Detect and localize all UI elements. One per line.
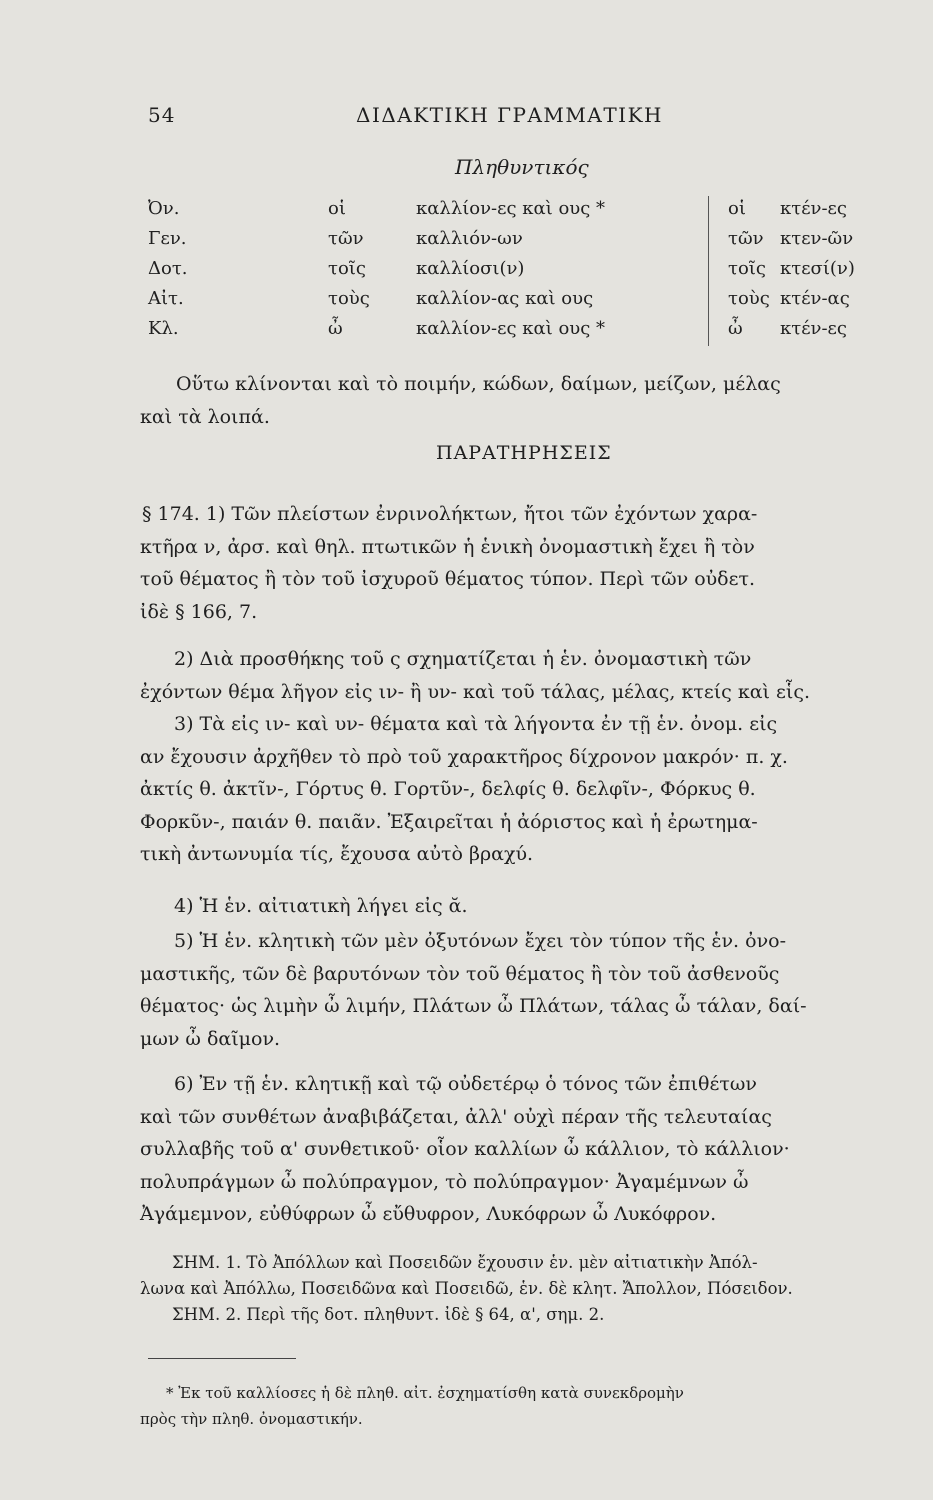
case-label: Ὀν.: [148, 198, 180, 219]
text-line: μων ὦ δαῖμον.: [140, 1027, 281, 1050]
paragraph-2: [140, 643, 810, 708]
note-line: ΣΗΜ. 1. Τὸ Ἀπόλλων καὶ Ποσειδῶν ἔχουσιν ἑν. μὲν αἰτιατικὴν Ἀπόλ-: [172, 1253, 758, 1272]
article-2: ὦ: [728, 318, 743, 339]
notes-block: [140, 1250, 793, 1328]
page-number: 54: [148, 103, 176, 127]
form-2: κτέν-ες: [780, 318, 847, 339]
article-2: τοῖς: [728, 258, 766, 279]
text-line: τοῦ θέματος ἢ τὸν τοῦ ἰσχυροῦ θέματος τύπον. Περὶ τῶν οὐδετ.: [140, 568, 756, 590]
text-line: ἰδὲ § 166, 7.: [140, 600, 258, 623]
paragraph-174-1: [140, 498, 757, 628]
article-2: τοὺς: [728, 288, 770, 309]
text-line: μαστικῆς, τῶν δὲ βαρυτόνων τὸν τοῦ θέματος ἢ τὸν τοῦ ἀσθενοῦς: [140, 962, 780, 985]
case-label: Δοτ.: [148, 258, 188, 279]
article: οἱ: [328, 198, 346, 219]
text-line: ἐχόντων θέμα λῆγον εἰς ιν- ἢ υν- καὶ τοῦ τάλας, μέλας, κτείς καὶ εἷς.: [140, 680, 811, 703]
text-line: αν ἔχουσιν ἀρχῆθεν τὸ πρὸ τοῦ χαρακτῆρος δίχρονον μακρόν· π. χ.: [140, 745, 788, 768]
case-label: Αἰτ.: [148, 288, 184, 309]
paragraph-3: [140, 708, 788, 871]
text-line: ἀκτίς θ. ἀκτῖν-, Γόρτυς θ. Γορτῦν-, δελφίς θ. δελφῖν-, Φόρκυς θ.: [140, 778, 756, 800]
form-2: κτεσί(ν): [780, 258, 855, 279]
text-line: πολυπράγμων ὦ πολύπραγμον, τὸ πολύπραγμον· Ἀγαμέμνων ὦ: [140, 1170, 749, 1193]
text-line: 3) Τὰ εἰς ιν- καὶ υν- θέματα καὶ τὰ λήγοντα ἐν τῇ ἑν. ὀνομ. εἰς: [174, 713, 778, 735]
article-2: τῶν: [728, 228, 764, 249]
text-line: § 174. 1) Τῶν πλείστων ἐνρινολήκτων, ἤτοι τῶν ἐχόντων χαρα-: [142, 503, 758, 525]
case-label: Γεν.: [148, 228, 187, 249]
footnote: [140, 1380, 684, 1432]
text-line: 4) Ἡ ἑν. αἰτιατικὴ λήγει εἰς ᾰ.: [174, 895, 468, 917]
text-line: Φορκῦν-, παιάν θ. παιᾶν. Ἐξαιρεῖται ἡ ἀόριστος καὶ ἡ ἐρωτημα-: [140, 810, 758, 833]
text-line: Οὕτω κλίνονται καὶ τὸ ποιμήν, κώδων, δαίμων, μείζων, μέλας: [176, 373, 781, 395]
case-label: Κλ.: [148, 318, 179, 339]
article: ὦ: [328, 318, 343, 339]
form: καλλίον-ας καὶ ους: [416, 288, 594, 309]
footnote-line: πρὸς τὴν πληθ. ὀνομαστικήν.: [140, 1410, 363, 1428]
text-line: καὶ τὰ λοιπά.: [140, 405, 270, 428]
section-heading: ΠΑΡΑΤΗΡΗΣΕΙΣ: [436, 442, 612, 464]
text-line: 6) Ἐν τῇ ἑν. κλητικῇ καὶ τῷ οὐδετέρῳ ὁ τόνος τῶν ἐπιθέτων: [174, 1073, 757, 1095]
form-2: κτεν-ῶν: [780, 228, 854, 249]
text-line: καὶ τῶν συνθέτων ἀναβιβάζεται, ἀλλ' οὐχὶ πέραν τῆς τελευταίας: [140, 1105, 772, 1128]
note-line: λωνα καὶ Ἀπόλλω, Ποσειδῶνα καὶ Ποσειδῶ, ἑν. δὲ κλητ. Ἄπολλον, Πόσειδον.: [140, 1279, 793, 1298]
text-line: 2) Διὰ προσθήκης τοῦ ς σχηματίζεται ἡ ἑν. ὀνομαστικὴ τῶν: [174, 648, 752, 670]
article: τοῖς: [328, 258, 366, 279]
form: καλλίον-ες καὶ ους *: [416, 198, 606, 219]
text-line: κτῆρα ν, ἀρσ. καὶ θηλ. πτωτικῶν ἡ ἑνικὴ ὀνομαστικὴ ἔχει ἢ τὸν: [140, 535, 755, 558]
text-line: Ἀγάμεμνον, εὐθύφρων ὦ εὔθυφρον, Λυκόφρων ὦ Λυκόφρον.: [140, 1203, 717, 1225]
intro-paragraph: [140, 368, 781, 433]
article-2: οἱ: [728, 198, 746, 219]
form: καλλίοσι(ν): [416, 258, 525, 279]
paragraph-5: [140, 925, 807, 1055]
paragraph-4: [140, 890, 468, 923]
form-2: κτέν-ες: [780, 198, 847, 219]
note-line: ΣΗΜ. 2. Περὶ τῆς δοτ. πληθυντ. ἰδὲ § 64, α', σημ. 2.: [172, 1305, 605, 1324]
text-line: θέματος· ὡς λιμὴν ὦ λιμήν, Πλάτων ὦ Πλάτων, τάλας ὦ τάλαν, δαί-: [140, 995, 807, 1017]
footnote-line: * Ἐκ τοῦ καλλίοσες ἡ δὲ πληθ. αἰτ. ἐσχηματίσθη κατὰ συνεκδρομὴν: [166, 1384, 684, 1402]
plural-heading: Πληθυντικός: [455, 155, 589, 179]
text-line: τικὴ ἀντωνυμία τίς, ἔχουσα αὐτὸ βραχύ.: [140, 843, 534, 865]
article: τοὺς: [328, 288, 370, 309]
table-divider: [708, 196, 709, 346]
form: καλλίον-ες καὶ ους *: [416, 318, 606, 339]
form-2: κτέν-ας: [780, 288, 850, 309]
text-line: 5) Ἡ ἑν. κλητικὴ τῶν μὲν ὀξυτόνων ἔχει τὸν τύπον τῆς ἑν. ὀνο-: [174, 930, 786, 952]
running-title: ΔΙΔΑΚΤΙΚΗ ΓΡΑΜΜΑΤΙΚΗ: [356, 103, 663, 127]
text-line: συλλαβῆς τοῦ α' συνθετικοῦ· οἷον καλλίων ὦ κάλλιον, τὸ κάλλιον·: [140, 1138, 790, 1160]
paragraph-6: [140, 1068, 790, 1231]
footnote-rule: [148, 1358, 296, 1359]
form: καλλιόν-ων: [416, 228, 523, 249]
article: τῶν: [328, 228, 364, 249]
